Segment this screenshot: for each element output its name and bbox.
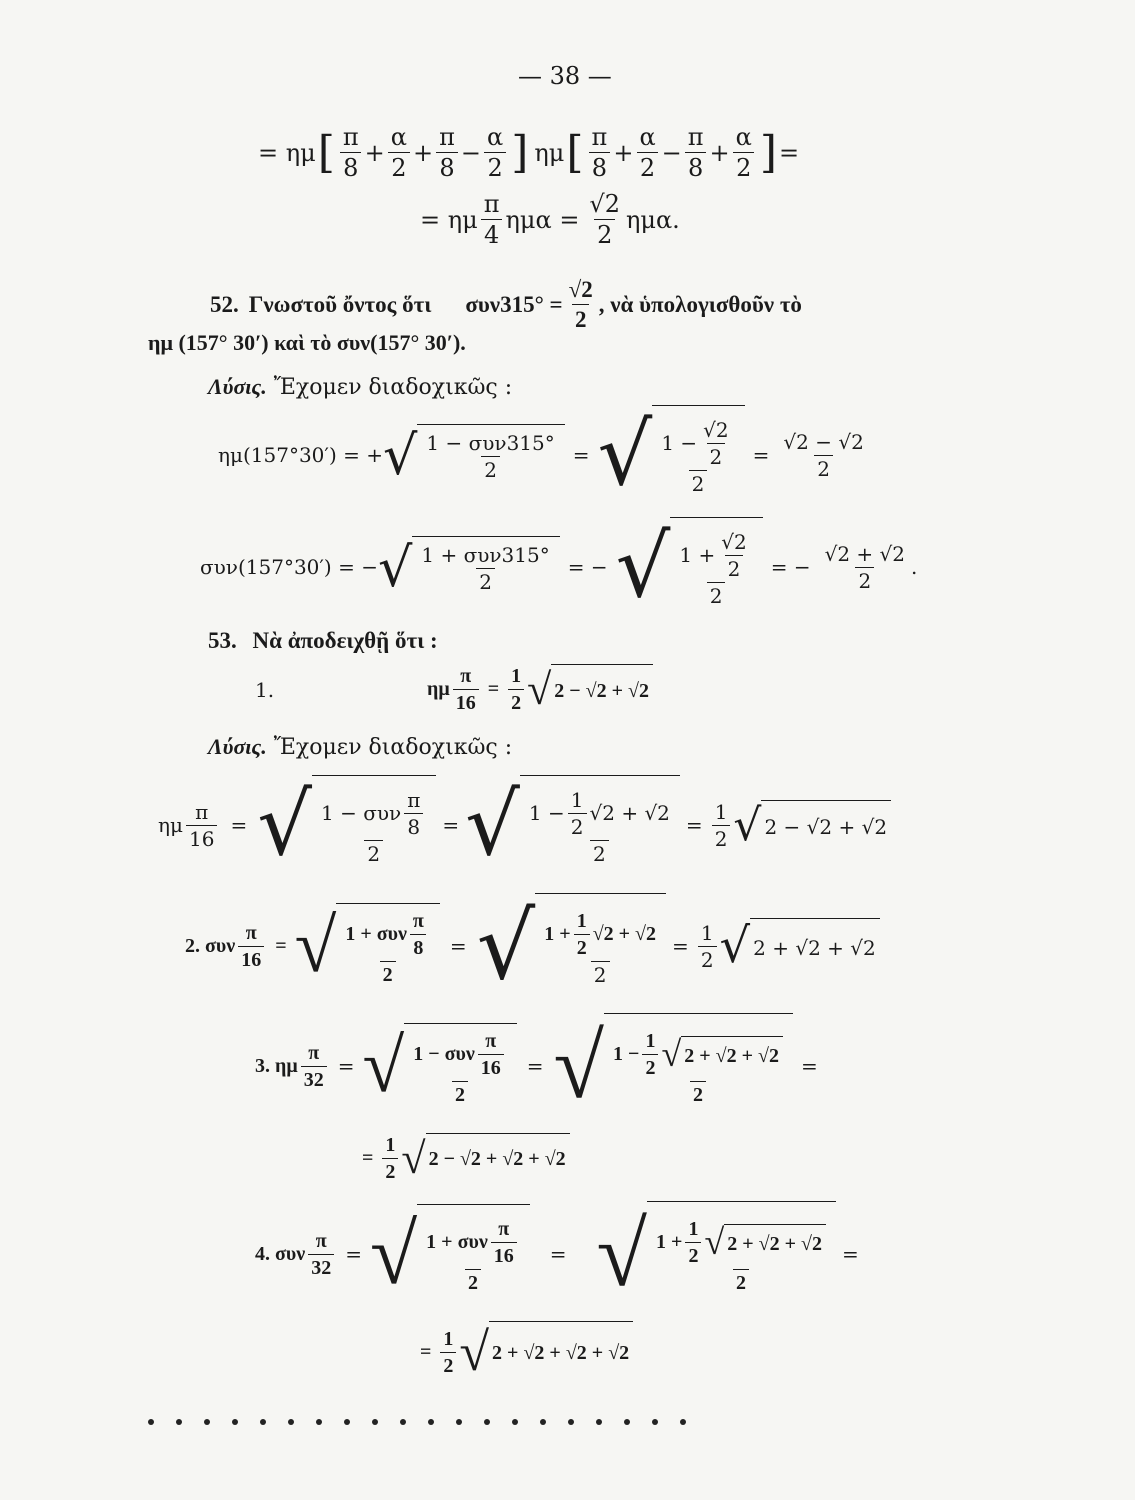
footer-dot: [540, 1419, 546, 1425]
num: √2 − √2: [783, 429, 864, 454]
num: √2 + √2: [824, 541, 906, 566]
text: .: [911, 555, 918, 579]
footer-dot: [148, 1419, 154, 1425]
op: = −: [567, 555, 608, 579]
footer-dot: [456, 1419, 462, 1425]
bracket-open: [: [317, 127, 335, 178]
den: 2: [733, 152, 754, 180]
num: 1: [511, 665, 522, 687]
item3-result: [362, 1130, 570, 1186]
num: 1: [443, 1327, 454, 1350]
sqrt-icon: √: [294, 903, 337, 988]
num: α: [639, 123, 656, 151]
text: = ημ: [420, 205, 478, 234]
radicand: 2 − √2 + √2: [761, 800, 891, 851]
footer-dot: [316, 1419, 322, 1425]
num: π: [315, 1229, 327, 1252]
problem-53-item1: [255, 660, 735, 724]
footer-dot: [176, 1419, 182, 1425]
den: 2: [698, 946, 717, 970]
text: Ἔχομεν διαδοχικῶς :: [273, 375, 513, 400]
sqrt-icon: √: [476, 892, 536, 1000]
den: 2: [707, 443, 726, 467]
num: √2: [589, 190, 620, 218]
footer-dot: [400, 1419, 406, 1425]
equation-top-line1: [258, 125, 799, 180]
num: α: [390, 123, 407, 151]
op: −: [661, 138, 682, 167]
footer-dot: [260, 1419, 266, 1425]
den: 2: [712, 825, 731, 849]
radicand: 2 − √2 + √2: [551, 664, 653, 715]
text: 1 + συν: [345, 923, 407, 945]
text: 1 +: [544, 923, 571, 945]
den: 4: [481, 219, 502, 247]
op: = −: [770, 555, 811, 579]
footer-dot: [512, 1419, 518, 1425]
den: 2: [725, 555, 744, 579]
num: π: [687, 123, 704, 151]
sqrt-icon: √: [459, 1322, 490, 1382]
text: = ημ: [258, 138, 316, 167]
radicand: 2 − √2 + √2 + √2: [426, 1133, 570, 1184]
num: 1: [688, 1217, 699, 1240]
sqrt-icon: √: [362, 1023, 405, 1108]
bracket-close: ]: [511, 127, 529, 178]
op: =: [449, 934, 467, 958]
text: ημ: [534, 138, 565, 167]
text: συν315° =: [465, 291, 563, 317]
sqrt-icon: √: [704, 1222, 725, 1262]
den: 16: [186, 825, 217, 849]
num: π: [439, 123, 455, 151]
footer-dot-row: [148, 1410, 708, 1429]
footer-dot: [596, 1419, 602, 1425]
den: 8: [410, 934, 426, 958]
den: 2: [594, 219, 615, 247]
den: 2: [574, 934, 590, 958]
text: 1 −: [613, 1043, 640, 1065]
op: =: [549, 1242, 567, 1266]
text: 3. ημ: [255, 1054, 298, 1077]
text: 4. συν: [255, 1242, 306, 1265]
num: √2: [721, 529, 747, 554]
num: 1: [714, 799, 728, 824]
footer-dot: [484, 1419, 490, 1425]
den: 16: [453, 689, 479, 713]
den: 8: [589, 152, 610, 180]
op: =: [752, 443, 770, 467]
radicand: 2 + √2 + √2 + √2: [489, 1321, 633, 1383]
num: π: [498, 1217, 510, 1240]
page-number: — 38 —: [518, 62, 612, 90]
op: +: [413, 138, 434, 167]
den: 16: [238, 946, 264, 970]
footer-dot: [624, 1419, 630, 1425]
solution-heading-1: [208, 374, 512, 400]
footer-dot: [652, 1419, 658, 1425]
sqrt-icon: √: [615, 517, 671, 617]
den: 2: [476, 568, 495, 592]
den: 2: [855, 567, 874, 591]
den: 2: [388, 152, 409, 180]
num: √2: [703, 417, 729, 442]
radicand: 2 + √2 + √2: [724, 1224, 826, 1260]
problem-52-line2: ημ (157° 30′) καὶ τὸ συν(157° 30′).: [148, 330, 466, 355]
sqrt-icon: √: [369, 1206, 418, 1302]
sqrt-icon: √: [553, 1015, 605, 1117]
sqrt-icon: √: [733, 799, 762, 851]
num: π: [407, 787, 421, 812]
problem-number: 53.: [208, 628, 237, 653]
num: π: [460, 665, 472, 687]
sqrt-icon: √: [401, 1133, 426, 1183]
op: =: [362, 1146, 374, 1169]
num: π: [245, 921, 257, 944]
den: 8: [436, 152, 457, 180]
bracket-close: ]: [759, 127, 778, 178]
op: =: [442, 813, 460, 837]
text: √2 + √2: [589, 801, 670, 825]
op: =: [420, 1340, 432, 1363]
text: ημ: [158, 813, 183, 837]
sqrt-icon: √: [257, 775, 313, 875]
sol53-1-equation: [158, 770, 891, 880]
num: 1 + συν315°: [421, 543, 550, 567]
solution-label: Λύσις.: [208, 374, 267, 399]
sqrt-icon: √: [377, 535, 413, 599]
sol52-sin-equation: [218, 400, 870, 510]
den: 2: [481, 456, 500, 480]
sqrt-icon: √: [382, 423, 418, 487]
equation-top-line2: [420, 192, 680, 247]
problem-number: 52.: [210, 291, 239, 317]
num: √2: [568, 277, 593, 302]
footer-dot: [344, 1419, 350, 1425]
op: =: [487, 678, 500, 700]
op: =: [572, 443, 590, 467]
text: 1 +: [679, 543, 716, 567]
text: ημ: [427, 678, 450, 700]
footer-dot: [232, 1419, 238, 1425]
text: =: [779, 138, 800, 167]
den: 2: [642, 1054, 658, 1078]
num: 1: [576, 909, 587, 932]
solution-label: Λύσις.: [208, 734, 267, 759]
item-number: 1.: [255, 678, 275, 702]
op: =: [526, 1054, 544, 1078]
sqrt-icon: √: [661, 1034, 682, 1074]
footer-dot: [428, 1419, 434, 1425]
text: 2. συν: [185, 934, 236, 957]
den: 2: [590, 840, 609, 864]
num: 1 − συν315°: [426, 431, 555, 455]
num: α: [735, 123, 752, 151]
den: 32: [301, 1066, 327, 1090]
den: 2: [690, 1081, 706, 1105]
text: Ἔχομεν διαδοχικῶς :: [273, 735, 513, 760]
sqrt-icon: √: [465, 775, 520, 875]
footer-dot: [204, 1419, 210, 1425]
text: 1 − συν: [413, 1043, 475, 1065]
num: 1: [570, 787, 584, 812]
num: π: [412, 909, 424, 932]
den: 2: [814, 455, 833, 479]
den: 8: [404, 813, 423, 837]
item3-equation: [255, 1012, 826, 1120]
den: 8: [685, 152, 706, 180]
den: 2: [689, 470, 708, 494]
den: 2: [382, 1158, 398, 1182]
op: −: [460, 138, 481, 167]
radicand: 2 + √2 + √2: [750, 918, 880, 974]
den: 2: [572, 304, 590, 331]
op: =: [345, 1242, 362, 1266]
text: 1 − συν: [321, 801, 402, 825]
text: Νὰ ἀποδειχθῇ ὅτι :: [252, 628, 438, 653]
den: 2: [591, 961, 610, 985]
op: +: [613, 138, 634, 167]
num: α: [487, 123, 504, 151]
den: 2: [440, 1352, 456, 1376]
den: 32: [308, 1254, 334, 1278]
text: √2 + √2: [592, 923, 657, 945]
num: 1: [645, 1029, 656, 1052]
num: π: [485, 1029, 497, 1052]
text: 1 −: [528, 801, 565, 825]
text: ημα =: [505, 205, 580, 234]
sqrt-icon: √: [597, 405, 653, 505]
den: 2: [733, 1269, 749, 1293]
op: +: [709, 138, 730, 167]
den: 2: [637, 152, 658, 180]
radicand: 2 + √2 + √2: [681, 1036, 783, 1072]
footer-dot: [680, 1419, 686, 1425]
den: 8: [340, 152, 361, 180]
problem-53: [208, 628, 438, 654]
num: π: [308, 1041, 320, 1064]
den: 16: [478, 1054, 504, 1078]
num: 1: [700, 920, 714, 945]
footer-dot: [372, 1419, 378, 1425]
sqrt-icon: √: [719, 918, 751, 974]
sol52-cos-equation: [200, 512, 917, 622]
text: ημ(157°30′) = +: [218, 443, 383, 467]
text: ημα.: [625, 205, 680, 234]
den: 2: [568, 813, 587, 837]
num: π: [591, 123, 608, 151]
footer-dot: [568, 1419, 574, 1425]
num: 1: [385, 1133, 396, 1156]
op: +: [364, 138, 385, 167]
op: =: [230, 813, 248, 837]
item2-equation: [185, 892, 880, 1000]
op: =: [841, 1242, 859, 1266]
sqrt-icon: √: [596, 1203, 648, 1305]
den: 2: [484, 152, 505, 180]
item4-equation: [255, 1200, 865, 1308]
bracket-open: [: [566, 127, 584, 178]
sqrt-icon: √: [527, 665, 552, 714]
num: π: [483, 190, 500, 218]
den: 2: [380, 961, 396, 985]
op: =: [672, 934, 689, 958]
den: 2: [452, 1081, 468, 1105]
op: =: [685, 813, 703, 837]
text: 1 +: [656, 1231, 683, 1253]
footer-dot: [288, 1419, 294, 1425]
den: 2: [707, 582, 726, 606]
text: Γνωστοῦ ὄντος ὅτι: [248, 291, 432, 317]
item4-result: [420, 1320, 633, 1384]
den: 2: [508, 689, 524, 713]
op: =: [800, 1054, 818, 1078]
den: 2: [465, 1269, 481, 1293]
solution-heading-2: [208, 734, 512, 760]
op: =: [275, 934, 287, 957]
problem-52-line1: [210, 278, 802, 331]
num: π: [195, 799, 209, 824]
den: 16: [491, 1242, 517, 1266]
op: =: [337, 1054, 355, 1078]
text: 1 + συν: [426, 1231, 488, 1253]
num: π: [342, 123, 359, 151]
text: συν(157°30′) = −: [200, 555, 378, 579]
den: 2: [685, 1242, 701, 1266]
den: 2: [364, 840, 383, 864]
text: 1 −: [661, 431, 698, 455]
text: , νὰ ὑπολογισθοῦν τὸ: [598, 291, 802, 317]
